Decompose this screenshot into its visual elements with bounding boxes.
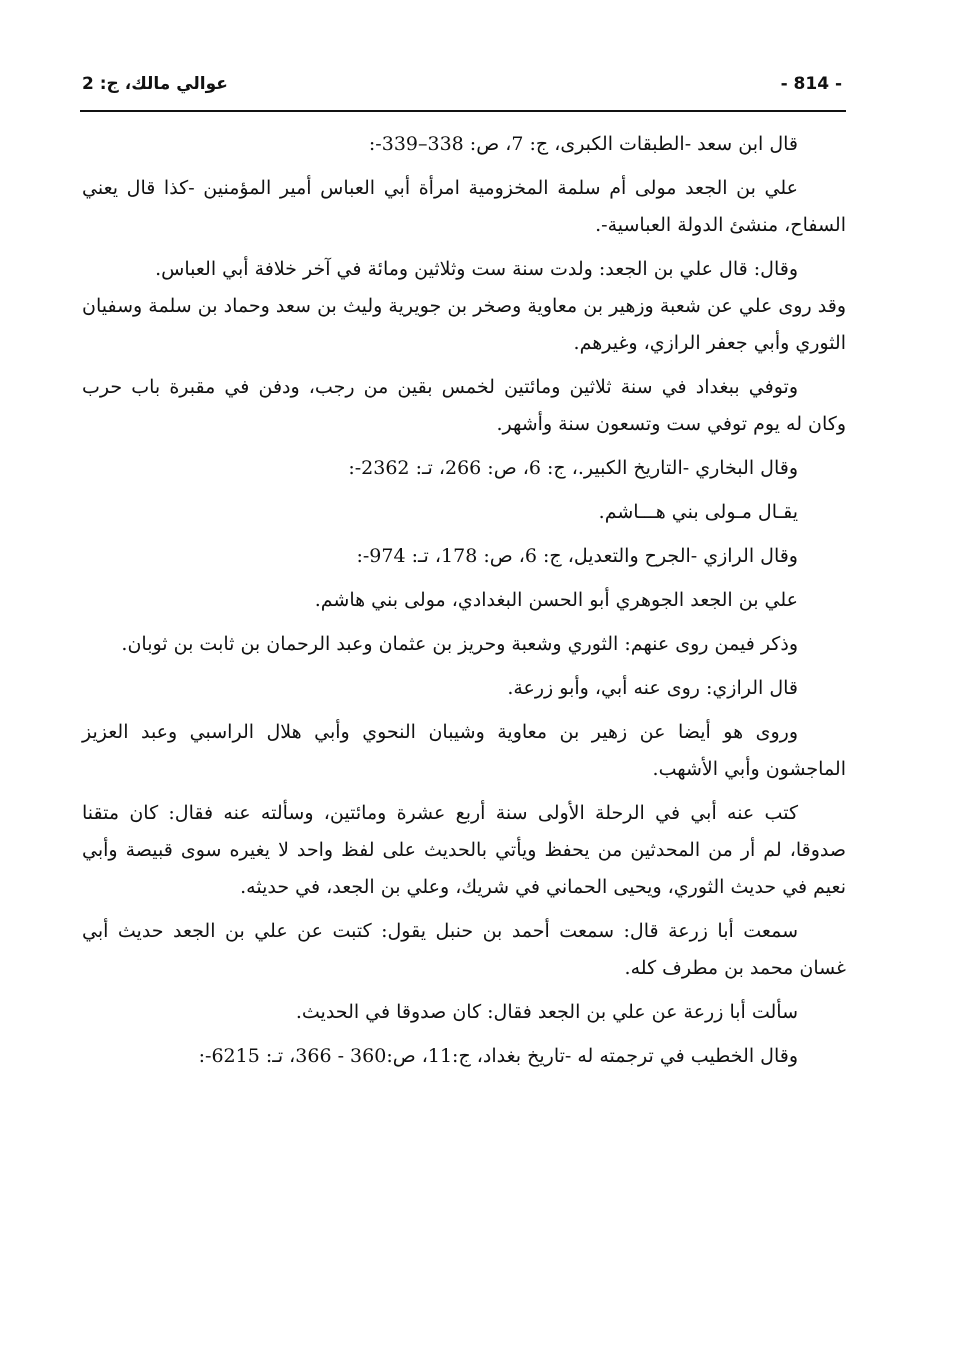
paragraph: قال ابن سعد -الطبقات الكبرى، ج: 7، ص: 338–339-: [368, 133, 798, 155]
paragraph: سمعت أبا زرعة قال: سمعت أحمد بن حنبل يقول: كتبت عن علي بن الجعد حديث أبي غسان محمد بن مطرف كله. [82, 920, 846, 979]
page-body [82, 126, 846, 1082]
paragraph: قال الرازي: روى عنه أبي، وأبو زرعة. [507, 677, 798, 699]
paragraph: وقال: قال علي بن الجعد: ولدت سنة ست وثلاثين ومائة في آخر خلافة أبي العباس. [155, 258, 798, 280]
paragraph: سألت أبا زرعة عن علي بن الجعد فقال: كان صدوقا في الحديث. [295, 1001, 798, 1023]
paragraph: وتوفي ببغداد في سنة ثلاثين ومائتين لخمس بقين من رجب، ودفن في مقبرة باب حرب وكان له يوم توفي ست وتسعون سنة وأشهر. [82, 376, 846, 435]
paragraph: علي بن الجعد الجوهري أبو الحسن البغدادي، مولى بني هاشم. [314, 589, 798, 611]
header-rule [80, 110, 846, 112]
page-number: - 814 - [780, 74, 842, 94]
paragraph: وقد روى علي عن شعبة وزهير بن معاوية وصخر بن جويرية وليث بن سعد وحماد بن سلمة وسفيان الثوري وأبي جعفر الرازي، وغيرهم. [82, 295, 846, 354]
paragraph: كتب عنه أبي في الرحلة الأولى سنة أربع عشرة ومائتين، وسألته عنه فقال: كان متقنا صدوقا، لم أر من المحدثين من يحفظ ويأتي بالحديث على لفظ واحد لا يغيره سوى قبيصة وأبي نعيم في حديث الثوري، ويحيى الحماني في شريك، وعلي بن الجعد، في حديثه. [82, 802, 846, 898]
paragraph: وقال الرازي -الجرح والتعديل، ج: 6، ص: 178، تـ: 974-: [356, 545, 798, 567]
page-header [82, 70, 842, 104]
paragraph: علي بن الجعد مولى أم سلمة المخزومية امرأة أبي العباس أمير المؤمنين -كذا قال يعني السفاح، منشئ الدولة العباسية-. [82, 177, 846, 236]
paragraph: يقـال مـولى بني هـــاشم. [598, 501, 798, 523]
running-title: عوالي مالك، ج: 2 [82, 74, 228, 94]
paragraph: وروى هو أيضا عن زهير بن معاوية وشيبان النحوي وأبي هلال الراسبي وعبد العزيز الماجشون وأبي الأشهب. [82, 721, 846, 780]
paragraph: وقال البخاري -التاريخ الكبير.، ج: 6، ص: 266، تـ: 2362-: [348, 457, 798, 479]
paragraph: وقال الخطيب في ترجمته له -تاريخ بغداد، ج:11، ص:360 - 366، تـ: 6215-: [198, 1045, 798, 1067]
paragraph: وذكر فيمن روى عنهم: الثوري وشعبة وحريز بن عثمان وعبد الرحمان بن ثابت بن ثوبان. [121, 633, 798, 655]
